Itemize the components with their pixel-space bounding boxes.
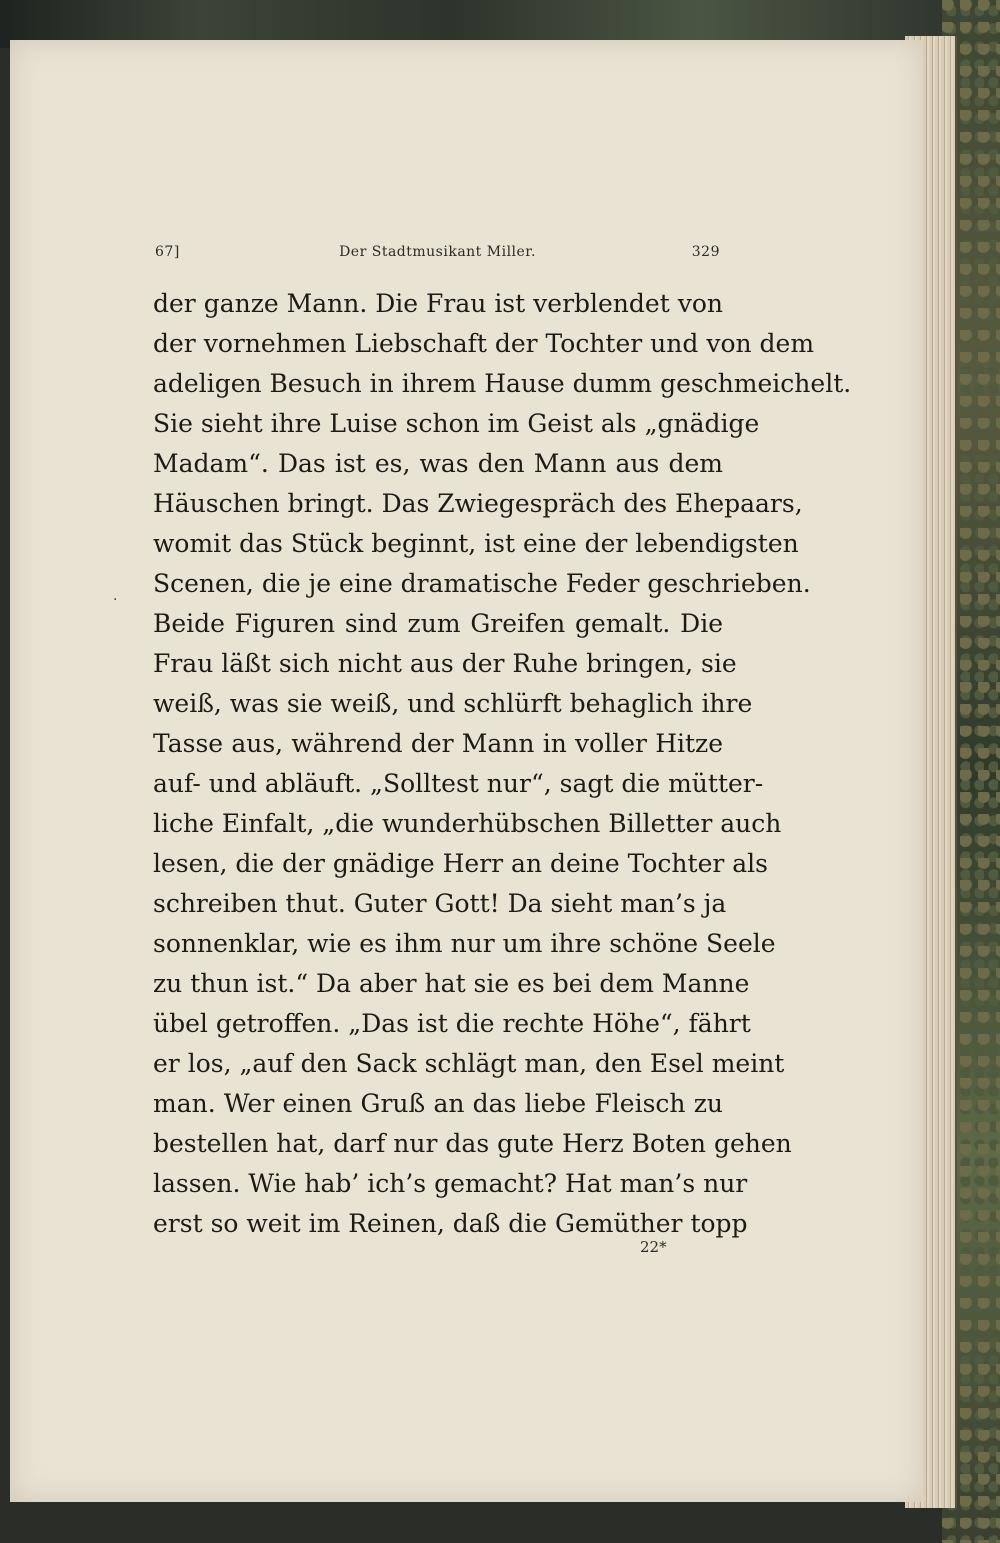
text-line: Tasse aus, während der Mann in voller Hitze — [153, 729, 723, 758]
text-line: erst so weit im Reinen, daß die Gemüther topp — [153, 1209, 748, 1238]
text-line: auf- und abläuft. „Solltest nur“, sagt die mütter- — [153, 769, 764, 798]
text-line: schreiben thut. Guter Gott! Da sieht man’s ja — [153, 889, 727, 918]
text-line: adeligen Besuch in ihrem Hause dumm geschmeichelt. — [153, 369, 852, 398]
page-number: 329 — [691, 244, 720, 260]
text-line: liche Einfalt, „die wunderhübschen Billetter auch — [153, 809, 782, 838]
running-title: Der Stadtmusikant Miller. — [339, 244, 536, 260]
text-line: zu thun ist.“ Da aber hat sie es bei dem Manne — [153, 969, 750, 998]
text-line: Beide Figuren sind zum Greifen gemalt. Die — [153, 609, 723, 638]
text-line: sonnenklar, wie es ihm nur um ihre schöne Seele — [153, 929, 776, 958]
margin-mark: · — [113, 592, 118, 608]
text-line: der vornehmen Liebschaft der Tochter und von dem — [153, 329, 815, 358]
text-line: bestellen hat, darf nur das gute Herz Boten gehen — [153, 1129, 792, 1158]
text-line: Sie sieht ihre Luise schon im Geist als „gnädige — [153, 409, 760, 438]
text-line: der ganze Mann. Die Frau ist verblendet von — [153, 289, 723, 318]
text-line: Scenen, die je eine dramatische Feder geschrieben. — [153, 569, 811, 598]
text-line: Frau läßt sich nicht aus der Ruhe bringen, sie — [153, 649, 737, 678]
body-text — [153, 284, 852, 1244]
running-header — [155, 244, 720, 268]
text-line: Häuschen bringt. Das Zwiegespräch des Ehepaars, — [153, 489, 803, 518]
text-line: lesen, die der gnädige Herr an deine Tochter als — [153, 849, 768, 878]
header-left-number: 67] — [155, 244, 180, 260]
signature-mark: 22* — [640, 1238, 667, 1256]
text-line: er los, „auf den Sack schlägt man, den Esel meint — [153, 1049, 785, 1078]
text-line: womit das Stück beginnt, ist eine der lebendigsten — [153, 529, 799, 558]
text-line: weiß, was sie weiß, und schlürft behaglich ihre — [153, 689, 753, 718]
text-line: Madam“. Das ist es, was den Mann aus dem — [153, 449, 723, 478]
text-line: übel getroffen. „Das ist die rechte Höhe“, fährt — [153, 1009, 751, 1038]
text-line: lassen. Wie hab’ ich’s gemacht? Hat man’s nur — [153, 1169, 748, 1198]
text-line: man. Wer einen Gruß an das liebe Fleisch zu — [153, 1089, 723, 1118]
